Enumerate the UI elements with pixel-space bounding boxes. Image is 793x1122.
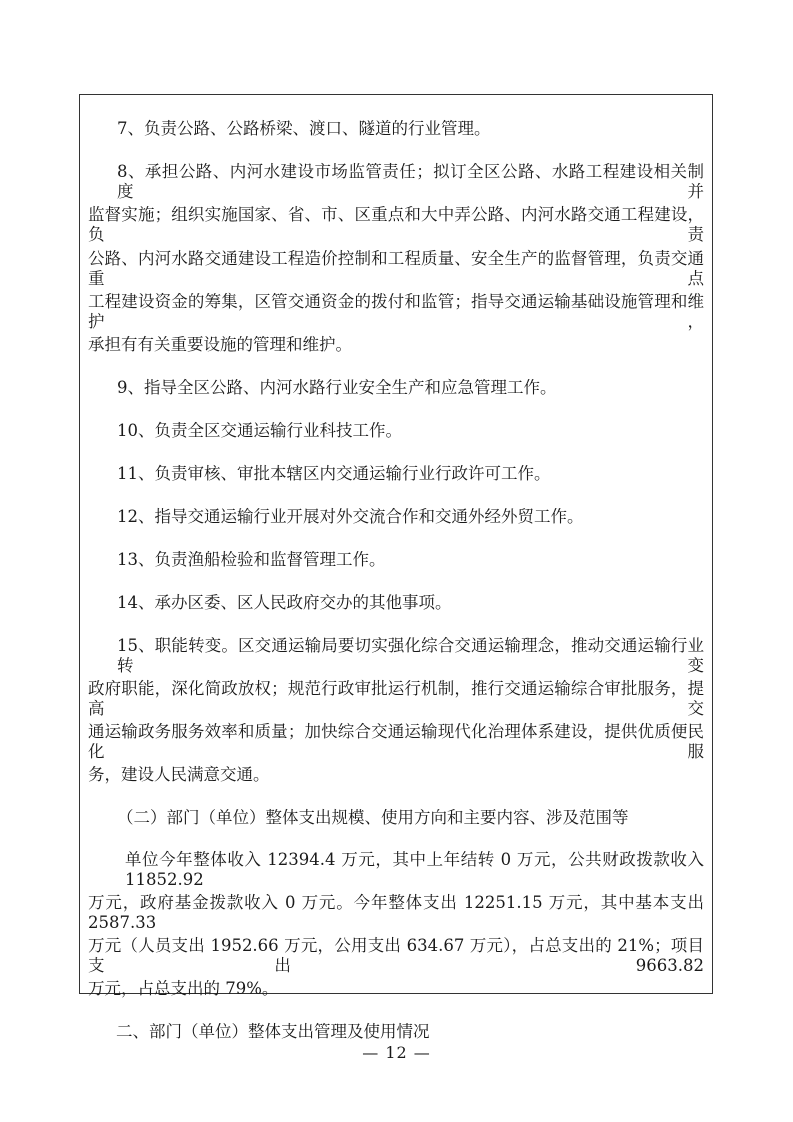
item-8-line-4: 工程建设资金的筹集，区管交通资金的拨付和监管；指导交通运输基础设施管理和维护， <box>88 292 704 331</box>
budget-line-2: 万元，政府基金拨款收入 0 万元。今年整体支出 12251.15 万元，其中基本支出 2587.33 <box>88 893 704 932</box>
item-15-line-1: 15、职能转变。区交通运输局要切实强化综合交通运输理念，推动交通运输行业转变 <box>117 636 704 675</box>
subsection-heading: 二、部门（单位）整体支出管理及使用情况 <box>116 1022 430 1041</box>
section-heading: （二）部门（单位）整体支出规模、使用方向和主要内容、涉及范围等 <box>117 808 629 827</box>
item-8-line-2: 监督实施；组织实施国家、省、市、区重点和大中弄公路、内河水路交通工程建设，负责 <box>88 205 704 244</box>
page-number: — 12 — <box>362 1043 431 1062</box>
item-7: 7、负责公路、公路桥梁、渡口、隧道的行业管理。 <box>117 119 491 138</box>
item-15-line-3: 通运输政务服务效率和质量；加快综合交通运输现代化治理体系建设，提供优质便民化服 <box>88 722 704 761</box>
item-9: 9、指导全区公路、内河水路行业安全生产和应急管理工作。 <box>117 378 557 397</box>
item-15-line-2: 政府职能，深化简政放权；规范行政审批运行机制，推行交通运输综合审批服务，提高交 <box>88 679 704 718</box>
item-15-line-4: 务，建设人民满意交通。 <box>88 765 270 784</box>
item-10: 10、负责全区交通运输行业科技工作。 <box>117 421 402 440</box>
item-8-line-5: 承担有有关重要设施的管理和维护。 <box>88 335 352 354</box>
budget-line-3: 万元（人员支出 1952.66 万元，公用支出 634.67 万元），占总支出的 21%；项目支出 9663.82 <box>88 936 704 975</box>
item-8-line-1: 8、承担公路、内河水建设市场监管责任；拟订全区公路、水路工程建设相关制度并 <box>117 162 704 201</box>
item-12: 12、指导交通运输行业开展对外交流合作和交通外经外贸工作。 <box>117 507 584 526</box>
item-11: 11、负责审核、审批本辖区内交通运输行业行政许可工作。 <box>117 464 551 483</box>
content-frame <box>79 94 713 998</box>
budget-line-4: 万元，占总支出的 79%。 <box>88 979 279 998</box>
item-13: 13、负责渔船检验和监督管理工作。 <box>117 550 386 569</box>
item-14: 14、承办区委、区人民政府交办的其他事项。 <box>117 593 452 612</box>
item-8-line-3: 公路、内河水路交通建设工程造价控制和工程质量、安全生产的监督管理，负责交通重点 <box>88 249 704 288</box>
budget-line-1: 单位今年整体收入 12394.4 万元，其中上年结转 0 万元，公共财政拨款收入 11852.92 <box>125 850 704 889</box>
